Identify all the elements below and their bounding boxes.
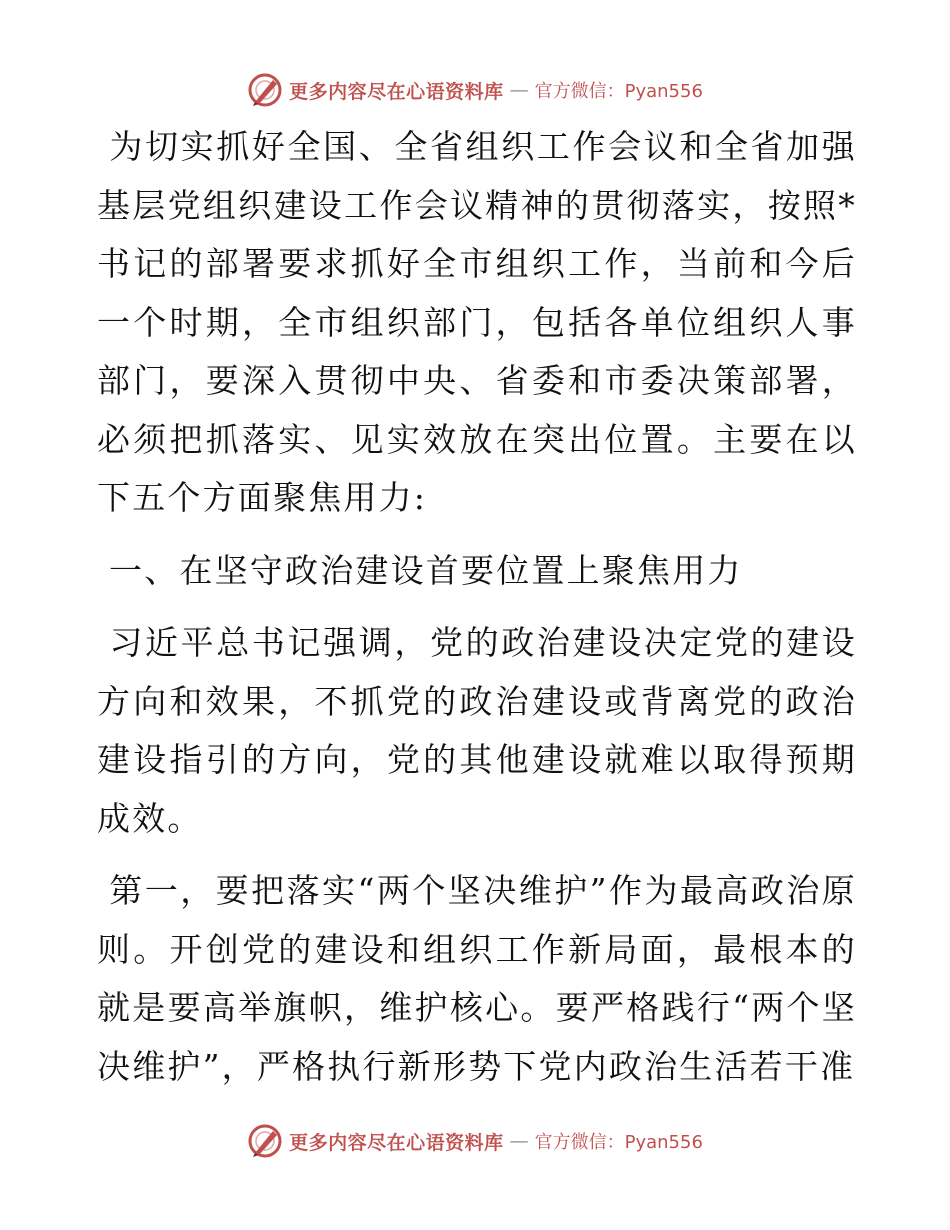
banner-separator: — (509, 1130, 529, 1152)
paragraph-first-point: 第一，要把落实“两个坚决维护”作为最高政治原则。开创党的建设和组织工作新局面，最根本的就是要高举旗帜，维护核心。要严格践行“两个坚决维护”，严格执行新形势下党内政治生活若干准 (97, 871, 857, 1086)
banner-contact-text: 官方微信：Pyan556 (534, 81, 703, 102)
banner-separator: — (509, 79, 529, 101)
paragraph-quote: 习近平总书记强调，党的政治建设决定党的建设方向和效果，不抓党的政治建设或背离党的政治建设指引的方向，党的其他建设就难以取得预期成效。 (97, 623, 857, 838)
document-body (97, 118, 857, 1110)
section-heading-1: 一、在坚守政治建设首要位置上聚焦用力 (109, 550, 743, 590)
banner-brand-text: 更多内容尽在心语资料库 (289, 80, 504, 103)
pen-logo-icon (247, 1123, 283, 1159)
footer-watermark-banner (0, 1121, 950, 1161)
header-watermark-banner (0, 70, 950, 110)
pen-logo-icon (247, 72, 283, 108)
banner-contact-text: 官方微信：Pyan556 (534, 1132, 703, 1153)
banner-brand-text: 更多内容尽在心语资料库 (289, 1131, 504, 1154)
paragraph-intro: 为切实抓好全国、全省组织工作会议和全省加强基层党组织建设工作会议精神的贯彻落实，按照*书记的部署要求抓好全市组织工作，当前和今后一个时期，全市组织部门，包括各单位组织人事部门，要深入贯彻中央、省委和市委决策部署，必须把抓落实、见实效放在突出位置。主要在以下五个方面聚焦用力: (97, 127, 857, 517)
